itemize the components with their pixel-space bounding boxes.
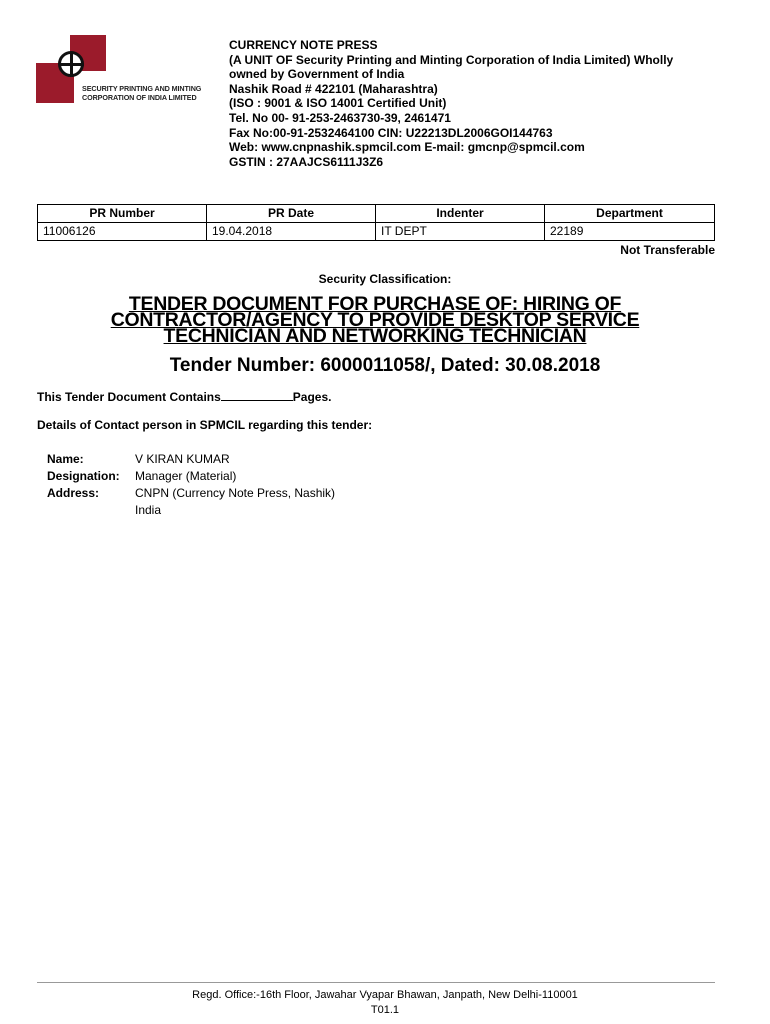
logo-org-line: CORPORATION OF INDIA LIMITED bbox=[82, 92, 197, 102]
document-code: T01.1 bbox=[370, 1004, 400, 1016]
table-header-row bbox=[38, 205, 715, 223]
contact-designation-row bbox=[47, 468, 335, 485]
department-header: Department bbox=[545, 205, 715, 223]
pr-number-cell: 11006126 bbox=[38, 223, 207, 241]
department-cell: 22189 bbox=[545, 223, 715, 241]
tender-number: Tender Number: 6000011058/, Dated: 30.08.2018 bbox=[169, 355, 601, 376]
pr-number-header: PR Number bbox=[38, 205, 207, 223]
letterhead-line: Tel. No 00- 91-253-2463730-39, 2461471 bbox=[229, 110, 451, 125]
contact-name-row bbox=[47, 451, 335, 468]
page-count-prefix: This Tender Document Contains bbox=[37, 390, 221, 404]
name-value: V KIRAN KUMAR bbox=[135, 452, 230, 466]
pr-details-table bbox=[37, 204, 715, 241]
crosshair-circle-icon bbox=[58, 51, 84, 77]
contact-heading: Details of Contact person in SPMCIL regarding this tender: bbox=[37, 418, 373, 432]
contact-details bbox=[47, 451, 335, 519]
page-count-blank bbox=[221, 389, 293, 401]
indenter-header: Indenter bbox=[376, 205, 545, 223]
letterhead-line: GSTIN : 27AAJCS6111J3Z6 bbox=[229, 154, 384, 169]
page-footer bbox=[0, 988, 770, 1018]
tender-title-line: TENDER DOCUMENT FOR PURCHASE OF: HIRING OF bbox=[128, 293, 622, 315]
pr-date-cell: 19.04.2018 bbox=[207, 223, 376, 241]
tender-title-line: TECHNICIAN AND NETWORKING TECHNICIAN bbox=[163, 325, 587, 347]
page-count-line bbox=[37, 389, 332, 404]
address-value bbox=[135, 485, 335, 519]
designation-value: Manager (Material) bbox=[135, 469, 237, 483]
letterhead-line: Web: www.cnpnashik.spmcil.com E-mail: gmcnp@spmcil.com bbox=[229, 140, 585, 155]
letterhead-line: Fax No:00-91-2532464100 CIN: U22213DL2006GOI144763 bbox=[229, 125, 553, 140]
table-row bbox=[38, 223, 715, 241]
logo-org-line: SECURITY PRINTING AND MINTING bbox=[82, 84, 202, 93]
tender-title-line: CONTRACTOR/AGENCY TO PROVIDE DESKTOP SERVICE bbox=[110, 309, 640, 331]
contact-address-row bbox=[47, 485, 335, 519]
not-transferable-label: Not Transferable bbox=[620, 243, 715, 257]
letterhead-line: owned by Government of India bbox=[229, 67, 405, 82]
footer-divider bbox=[37, 982, 715, 983]
tender-title bbox=[60, 293, 690, 347]
logo-org-name bbox=[82, 85, 201, 102]
address-line: India bbox=[135, 503, 162, 517]
letterhead-address bbox=[229, 38, 759, 169]
address-label: Address: bbox=[47, 486, 100, 500]
name-label: Name: bbox=[47, 452, 84, 466]
letterhead-line: (ISO : 9001 & ISO 14001 Certified Unit) bbox=[229, 96, 447, 111]
pr-date-header: PR Date bbox=[207, 205, 376, 223]
company-logo bbox=[36, 35, 214, 105]
letterhead-line: Nashik Road # 422101 (Maharashtra) bbox=[229, 81, 438, 96]
letterhead-line: (A UNIT OF Security Printing and Minting Corporation of India Limited) Wholly bbox=[229, 52, 674, 67]
letterhead-line: CURRENCY NOTE PRESS bbox=[229, 38, 378, 52]
address-line: CNPN (Currency Note Press, Nashik) bbox=[135, 486, 336, 500]
page-count-suffix: Pages. bbox=[292, 390, 332, 404]
security-classification: Security Classification: bbox=[318, 272, 452, 286]
designation-label: Designation: bbox=[47, 469, 120, 483]
indenter-cell: IT DEPT bbox=[376, 223, 545, 241]
registered-office: Regd. Office:-16th Floor, Jawahar Vyapar Bhawan, Janpath, New Delhi-110001 bbox=[192, 989, 578, 1001]
